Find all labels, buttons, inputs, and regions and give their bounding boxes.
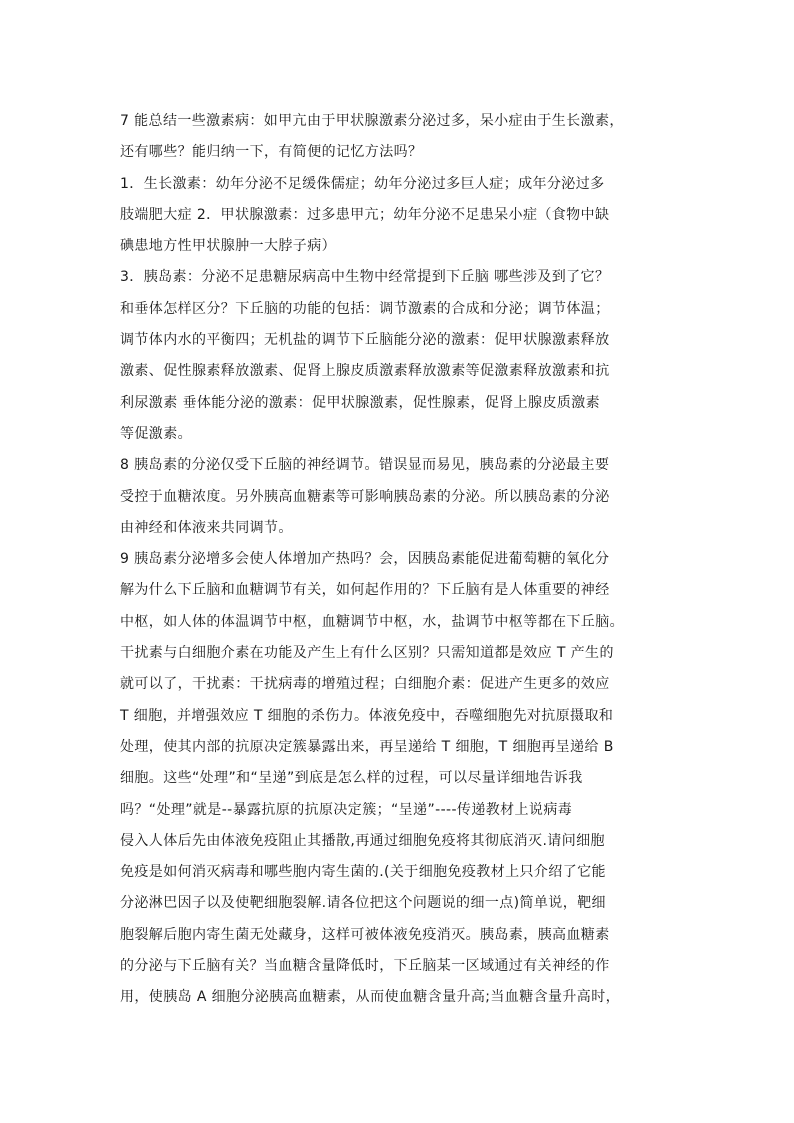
- text-line: 激素、促性腺素释放激素、促肾上腺皮质激素释放激素等促激素释放激素和抗: [120, 363, 610, 380]
- text-line: 8 胰岛素的分泌仅受下丘脑的神经调节。错误显而易见，胰岛素的分泌最主要: [120, 457, 610, 474]
- text-line: 侵入人体后先由体液免疫阻止其播散,再通过细胞免疫将其彻底消灭.请问细胞: [120, 832, 605, 849]
- text-line: 胞裂解后胞内寄生菌无处藏身，这样可被体液免疫消灭。胰岛素，胰高血糖素: [120, 926, 610, 943]
- text-line: 1．生长激素：幼年分泌不足缓侏儒症；幼年分泌过多巨人症；成年分泌过多: [120, 175, 605, 192]
- text-line: 调节体内水的平衡四；无机盐的调节下丘脑能分泌的激素：促甲状腺激素释放: [120, 332, 610, 349]
- text-line: 和垂体怎样区分？下丘脑的功能的包括：调节激素的合成和分泌；调节体温；: [120, 300, 610, 317]
- text-line: 7 能总结一些激素病：如甲亢由于甲状腺激素分泌过多，呆小症由于生长激素，: [120, 113, 624, 129]
- text-line: 吗？“处理”就是--暴露抗原的抗原决定簇；“呈递”----传递教材上说病毒: [120, 801, 573, 818]
- text-line: 受控于血糖浓度。另外胰高血糖素等可影响胰岛素的分泌。所以胰岛素的分泌: [120, 488, 610, 505]
- text-line: 免疫是如何消灭病毒和哪些胞内寄生菌的.(关于细胞免疫教材上只介绍了它能: [120, 864, 606, 881]
- text-line: 用，使胰岛 A 细胞分泌胰高血糖素，从而使血糖含量升高;当血糖含量升高时，: [120, 989, 620, 1006]
- text-line: 碘患地方性甲状腺肿一大脖子病）: [120, 238, 336, 255]
- text-line: 的分泌与下丘脑有关？当血糖含量降低时，下丘脑某一区域通过有关神经的作: [120, 958, 610, 975]
- text-line: 中枢，如人体的体温调节中枢，血糖调节中枢，水，盐调节中枢等都在下丘脑。: [120, 613, 624, 630]
- document-body: [120, 106, 690, 1014]
- text-line: 还有哪些？能归纳一下，有简便的记忆方法吗？: [120, 144, 423, 161]
- text-line: 干扰素与白细胞介素在功能及产生上有什么区别？只需知道都是效应 T 产生的: [120, 645, 614, 662]
- text-line: 解为什么下丘脑和血糖调节有关，如何起作用的？下丘脑有是人体重要的神经: [120, 582, 610, 599]
- text-line: 利尿激素 垂体能分泌的激素：促甲状腺激素，促性腺素，促肾上腺皮质激素: [120, 394, 601, 411]
- text-line: 等促激素。: [120, 425, 192, 442]
- text-line: 处理，使其内部的抗原决定簇暴露出来，再呈递给 T 细胞，T 细胞再呈递给 B: [120, 738, 614, 755]
- text-line: 肢端肥大症 2．甲状腺激素：过多患甲亢；幼年分泌不足患呆小症（食物中缺: [120, 206, 610, 223]
- text-line: 就可以了，干扰素：干扰病毒的增殖过程；白细胞介素：促进产生更多的效应: [120, 676, 610, 693]
- text-line: 分泌淋巴因子以及使靶细胞裂解.请各位把这个问题说的细一点)简单说，靶细: [120, 895, 606, 912]
- text-line: 由神经和体液来共同调节。: [120, 519, 293, 536]
- text-line: 9 胰岛素分泌增多会使人体增加产热吗？会，因胰岛素能促进葡萄糖的氧化分: [120, 551, 610, 568]
- text-line: 细胞。这些“处理”和“呈递”到底是怎么样的过程，可以尽量详细地告诉我: [120, 770, 583, 787]
- text-line: 3．胰岛素：分泌不足患糖尿病高中生物中经常提到下丘脑 哪些涉及到了它？: [120, 269, 610, 286]
- text-line: T 细胞，并增强效应 T 细胞的杀伤力。体液免疫中，吞噬细胞先对抗原摄取和: [120, 707, 614, 724]
